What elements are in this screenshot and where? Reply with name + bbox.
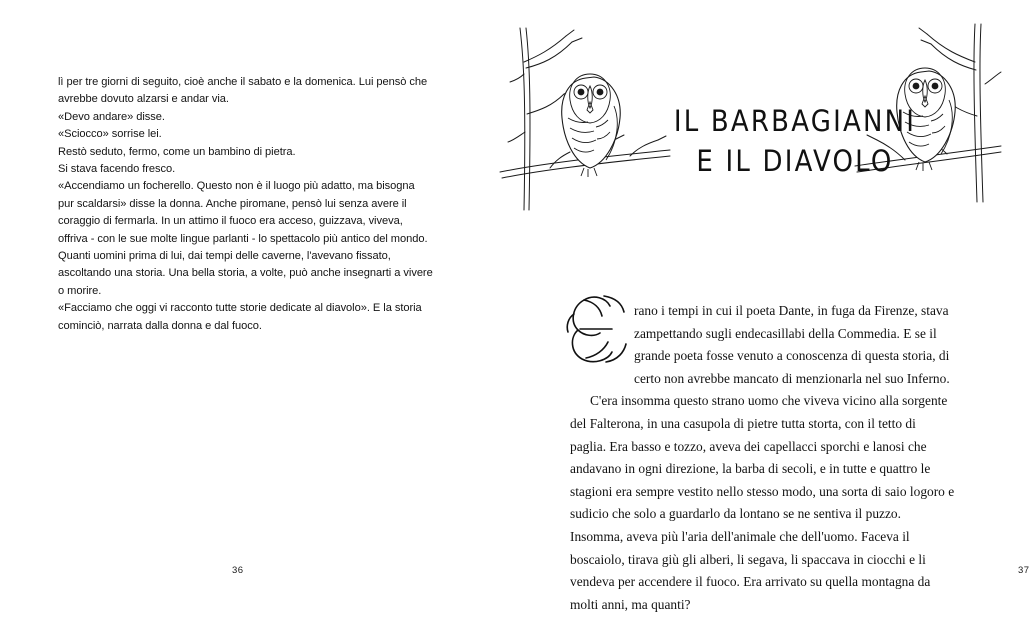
- chapter-title-line-1: IL BARBAGIANNI: [673, 105, 917, 139]
- paragraph: «Facciamo che oggi vi racconto tutte storie dedicate al diavolo». E la storia cominciò, narrata dalla donna e dal fuoco.: [58, 302, 422, 332]
- decorative-dropcap-e-icon: [564, 292, 628, 366]
- right-page: [470, 0, 1030, 618]
- paragraph: «Devo andare» disse.: [58, 110, 165, 123]
- left-page: [0, 0, 470, 618]
- paragraph: Restò seduto, fermo, come un bambino di pietra.: [58, 145, 296, 158]
- paragraph: lì per tre giorni di seguito, cioè anche il sabato e la domenica. Lui pensò che avrebbe dovuto alzarsi e andar via.: [58, 76, 428, 106]
- chapter-title-line-2: E IL DIAVOLO: [696, 145, 894, 179]
- paragraph: Si stava facendo fresco.: [58, 163, 176, 176]
- chapter-title: [645, 105, 945, 179]
- paragraph: «Sciocco» sorrise lei.: [58, 128, 162, 141]
- dropcap-paragraph-wrap: [570, 300, 955, 390]
- paragraph: C'era insomma questo strano uomo che viveva vicino alla sorgente del Falterona, in una casupola di pietre tutta storta, con il tetto di paglia. Era basso e tozzo, aveva dei capellacci sporchi e lanosi che andavano in ogni direzione, la barba di secoli, e in tutte e quattro le stagioni era sempre vestito nello stesso modo, una sorta di saio logoro e sudicio che solo a guardarlo da lontano se ne sentiva il puzzo. Insomma, aveva più l'aria dell'animale che dell'uomo. Faceva il boscaiolo, tirava giù gli alberi, li segava, li spaccava in ciocchi e li vendeva per accendere il fuoco. Era arrivato su quella montagna da molti anni, ma quanti?: [570, 393, 955, 612]
- page-number-left: 36: [232, 565, 244, 576]
- paragraph: «Accendiamo un focherello. Questo non è il luogo più adatto, ma bisogna pur scaldarsi» disse la donna. Anche piromane, pensò lui senza avere il coraggio di fermarla. In un attimo il fuoco era acceso, guizzava, viveva, offriva - con le sue molte lingue parlanti - lo spettacolo più antico del mondo. Quanti uomini prima di lui, dai tempi delle caverne, l'avevano fissato, ascoltando una storia. Una bella storia, a volte, può anche insegnarti a vivere o morire.: [58, 180, 433, 297]
- right-page-body: [570, 300, 955, 616]
- paragraph: rano i tempi in cui il poeta Dante, in fuga da Firenze, stava zampettando sugli endecasillabi della Commedia. E se il grande poeta fosse venuto a conoscenza di questa storia, di certo non avrebbe mancato di menzionarla nel suo Inferno.: [634, 303, 950, 386]
- left-page-body: [58, 74, 433, 335]
- page-number-right: 37: [1018, 565, 1030, 576]
